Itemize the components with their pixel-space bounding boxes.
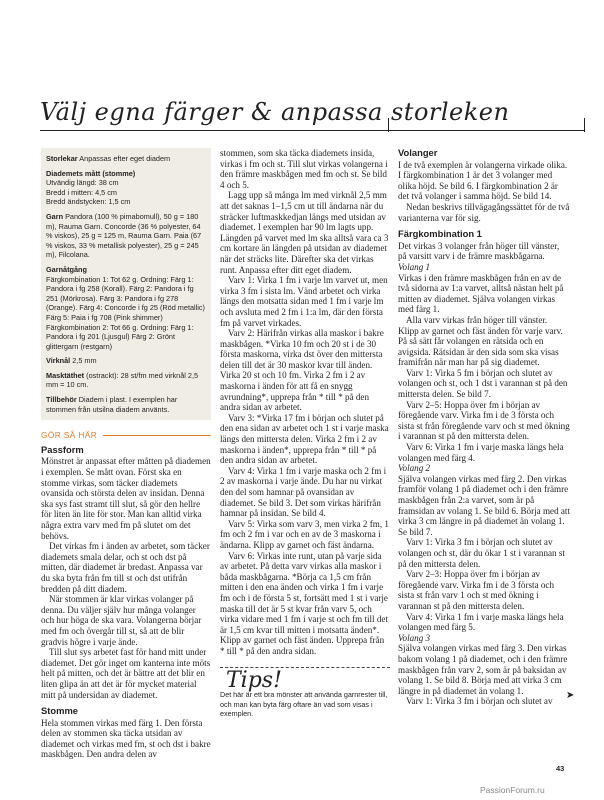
volanger-heading: Volanger — [398, 147, 438, 158]
paragraph: I de två exemplen är volangerna virkade olika. I färgkombination 1 är det 3 volanger med olika höjd. Se bild 6. I färgkombination 2 är det två volanger i samma höjd. Se bild 14. — [398, 159, 568, 202]
paragraph: Själva volangen virkas med färg 3. Den virkas bakom volang 1 på diademet, och i den främre maskbågen från varv 2, som är på baksidan av volang 1. Se bild 8. Börja med att virka 3 cm längre in på diademet än volang 1. — [398, 643, 568, 696]
paragraph: Mönstret är anpassat efter måtten på diademen i exemplen. Se mått ovan. Först ska en stomme virkas, som täcker diademets ovansida och största delen av insidan. Denna ska sys fast stramt till slut, så gör den hellre för liten än lite för stor. Man kan alltid virka några extra varv med fm på slutet om det behövs. — [41, 456, 211, 541]
volang3-heading: Volang 3 — [398, 632, 431, 643]
paragraph: stommen, som ska täcka diademets insida, virkas i fm och st. Till slut virkas volangerna i den främre maskbågen med fm och st. Se bild 4 och 5. — [220, 148, 388, 190]
paragraph: Lagg upp så många lm med virknål 2,5 mm att det saknas 1–1,5 cm ut till ändarna när du sträcker luftmaskkedjan längs med utsidan av diademet. I exemplen har 90 lm lagts upp. Längden på varvet med lm ska alltså vara ca 3 cm kortare än längden på utsidan av diademet när det sträcks lite. Därefter ska det virkas runt. Anpassa efter ditt eget diadem. — [220, 190, 389, 275]
needle-label: Virknål — [46, 356, 71, 366]
needle-text: 2,5 mm — [72, 356, 97, 366]
paragraph: Varv 2: Härifrån virkas alla maskor i bakre maskbågen. *Virka 10 fm och 20 st i de 30 första maskorna, virka dst över den mittersta delen till det är 30 maskor kvar till änden. Virka 20 st och 10 fm. Virka 2 fm i 2 av maskorna i änden för att få en snygg avrundning*, upprepa från * till * på den andra sidan av arbetet. — [220, 328, 384, 413]
page-number: 43 — [556, 764, 565, 773]
paragraph: Varv 1: Virka 3 fm i början och slutet av — [406, 696, 553, 707]
page-title: Välj egna färger & anpassa storleken — [40, 98, 510, 126]
continue-arrow-icon: ➤ — [566, 690, 575, 701]
paragraph: Till slut sys arbetet fast för hand mitt under diademet. Det gör inget om kanterna inte möts helt på mitten, och det är bättre att det blir en liten glipa än att det är för mycket material mitt på undersidan av diademet. — [41, 647, 211, 700]
paragraph: Alla varv virkas från höger till vänster. Klipp av garnet och fäst änden för varje varv. På så sätt får volangen en rätsida och en avigsida. Rätsidan är den sida som ska visas framifrån när man har på sig diademet. — [398, 314, 563, 368]
column-1 — [41, 148, 211, 760]
column-divider-tick — [584, 118, 585, 132]
paragraph: Varv 3: *Virka 17 fm i början och slutet på den ena sidan av arbetet och 1 st i varje maska längs den mittersta delen. Virka 2 fm i 2 av maskorna i änden*, upprepa från * till * på den andra sidan av arbetet. — [220, 412, 389, 466]
extra-text: Diadem i plast. I exemplen har stommen från utsilna diadem använts. — [46, 395, 178, 414]
volang1-heading: Volang 1 — [398, 261, 431, 272]
stomme-heading: Stomme — [41, 705, 78, 717]
paragraph: Det virkas 3 volanger från höger till vänster, på varsitt varv i de främre maskbågarna. — [398, 240, 560, 262]
yarn-label: Garn — [46, 211, 64, 221]
paragraph: Varv 5: Virka som varv 3, men virka 2 fm, 1 fm och 2 fm i var och en av de 3 maskorna i ändarna. Klipp av garnet och fäst ändarna. — [220, 518, 389, 550]
column-3 — [398, 148, 570, 707]
fk1-heading: Färgkombination 1 — [398, 228, 482, 240]
tips-text: Det här är ett bra mönster att använda garnrester till, och man kan byta färg oftare än vad som visas i exemplen. — [220, 690, 388, 718]
paragraph: Varv 6: Virkas inte runt, utan på varje sida av arbetet. På detta varv virkas alla maskor i båda maskbågarna. *Börja ca 1,5 cm från mitten i den ena änden och virka 1 fm i varje fm och i de första 5 st, fortsätt med 1 st i varje maska till det är 5 st kvar från varv 5, och virka vidare med 1 fm i varje st och fm till det är 1,5 cm kvar till mitten i motsatta änden*. Klipp av garnet och fäst änden. Upprepa från * till * på den andra sidan. — [220, 550, 388, 656]
size-label: Storlekar — [46, 154, 78, 163]
size-text: Anpassas efter eget diadem — [79, 154, 171, 163]
paragraph: Varv 2–5: Hoppa över fm i början av föregående varv. Virka fm i de 3 första och sista st från föregående varv och st med ökning i varannan st på den mittersta delen. — [398, 399, 570, 442]
measure-line: Bredd i mitten: 4,5 cm — [46, 187, 117, 197]
gauge-label: Masktäthet — [46, 370, 85, 380]
column-2 — [220, 148, 390, 718]
measure-line: Utvändig längd: 38 cm — [46, 178, 119, 188]
passform-heading: Passform — [41, 443, 84, 455]
paragraph: Virkas i den främre maskbågen från en av de två sidorna av 1:a varvet, alltså nästan helt på mitten av diademet. Själva volangen virkas med färg 1. — [398, 272, 564, 315]
paragraph: Varv 2–3: Hoppa över fm i början av föregående varv. Virka fm i de 3 första och sista st från varv 1 och st med ökning i varannan st på den mittersta delen. — [398, 569, 555, 611]
title-rule — [40, 130, 585, 131]
yarn-text: Pandora (100 % pimabomull), 50 g = 180 m), Rauma Garn. Concorde (36 % polyester, 64 % viskos), 25 g = 125 m, Rauma Garn. Paia (67 % viskos, 33 % metallisk polyester), 25 g = 245 m), Filcolana. — [46, 211, 202, 260]
paragraph: Nedan beskrivs tillvägagångssättet för de två varianterna var för sig. — [398, 201, 570, 223]
info-box — [41, 148, 211, 420]
measure-label: Diademets mått (stomme) — [46, 168, 136, 178]
paragraph: Själva volangen virkas med färg 2. Den virkas framför volang 1 på diademet och i den främre maskbågen från 2:a varvet, som är på framsidan av volang 1. Se bild 6. Börja med att virka 3 cm längre in på diademet än volang 1. Se bild 7. — [398, 473, 570, 537]
paragraph: Det virkas fm i änden av arbetet, som täcker diademets smala delar, och st och dst på mitten, där diademet är bredast. Anpassa var du ska byta från fm till st och dst utifrån bredden på ditt diadem. — [41, 541, 210, 594]
extra-label: Tillbehör — [46, 395, 77, 405]
go-heading-text: GÖR SÅ HÄR — [41, 430, 98, 441]
column-divider-tick — [388, 118, 389, 132]
go-heading — [41, 430, 211, 441]
go-heading-line — [103, 435, 211, 436]
volang2-heading: Volang 2 — [398, 463, 431, 474]
paragraph: Varv 1: Virka 3 fm i början och slutet av volangen och st, där du ökar 1 st i varannan st på den mittersta delen. — [398, 537, 565, 569]
measure-line: Bredd ändstycken: 1,5 cm — [46, 197, 131, 207]
paragraph: Varv 1: Virka 5 fm i början och slutet av volangen och st, och 1 dst i varannan st på den mittersta delen. Se bild 7. — [398, 367, 568, 400]
gauge-text: (ostrackt): 28 st/fm med virknål 2,5 mm = 10 cm. — [46, 370, 199, 390]
watermark: PassionForum.ru — [480, 785, 545, 795]
colors-label: Garnåtgång — [46, 264, 87, 274]
paragraph: Varv 1: Virka 1 fm i varje lm varvet ut, men virka 3 fm i sista lm. Vänd arbetet och virka längs den motsatta sidan med 1 fm i varje lm och avsluta med 2 fm i 1:a lm, där den första fm på varvet virkades. — [220, 275, 388, 328]
paragraph: Varv 6: Virka 1 fm i varje maska längs hela volangen med färg 4. — [398, 442, 564, 463]
tips-box — [220, 667, 390, 719]
paragraph: Varv 4: Virka 1 fm i varje maska längs hela volangen med färg 5. — [398, 611, 564, 633]
paragraph: Hela stommen virkas med färg 1. Den första delen av stommen ska täcka utsidan av diademet och virkas med fm, st och dst i bakre maskbågen. Den andra delen av — [41, 717, 211, 760]
colors-text: Färgkombination 1: Tot 62 g. Ordning: Färg 1: Pandora i fg 258 (Korall). Färg 2: Pandora i fg 251 (Mörkrosa). Färg 3: Pandora i fg 278 (Orange). Färg 4: Concorde i fg 25 (Röd metallic) Färg 5: Paia i fg 708 (Pink shimmer) Färgkombination 2: Tot 66 g. Ordning: Färg 1: Pandora i fg 201 (Ljusgul) Färg 2: Grönt glittergarn (restgarn) — [46, 274, 205, 351]
paragraph: När stommen är klar virkas volanger på denna. Du väljer själv hur många volanger och hur höga de ska vara. Volangerna börjar med fm och övergår till st, så att de blir gradvis högre i varje ände. — [41, 594, 202, 647]
paragraph: Varv 4: Virka 1 fm i varje maska och 2 fm i 2 av maskorna i varje ände. Du har nu virkat den del som hamnar på ovansidan av diademet. Se bild 3. Det som virkas härifrån hamnar på insidan. Se bild 4. — [220, 465, 387, 519]
tips-title: Tips! — [226, 667, 282, 693]
